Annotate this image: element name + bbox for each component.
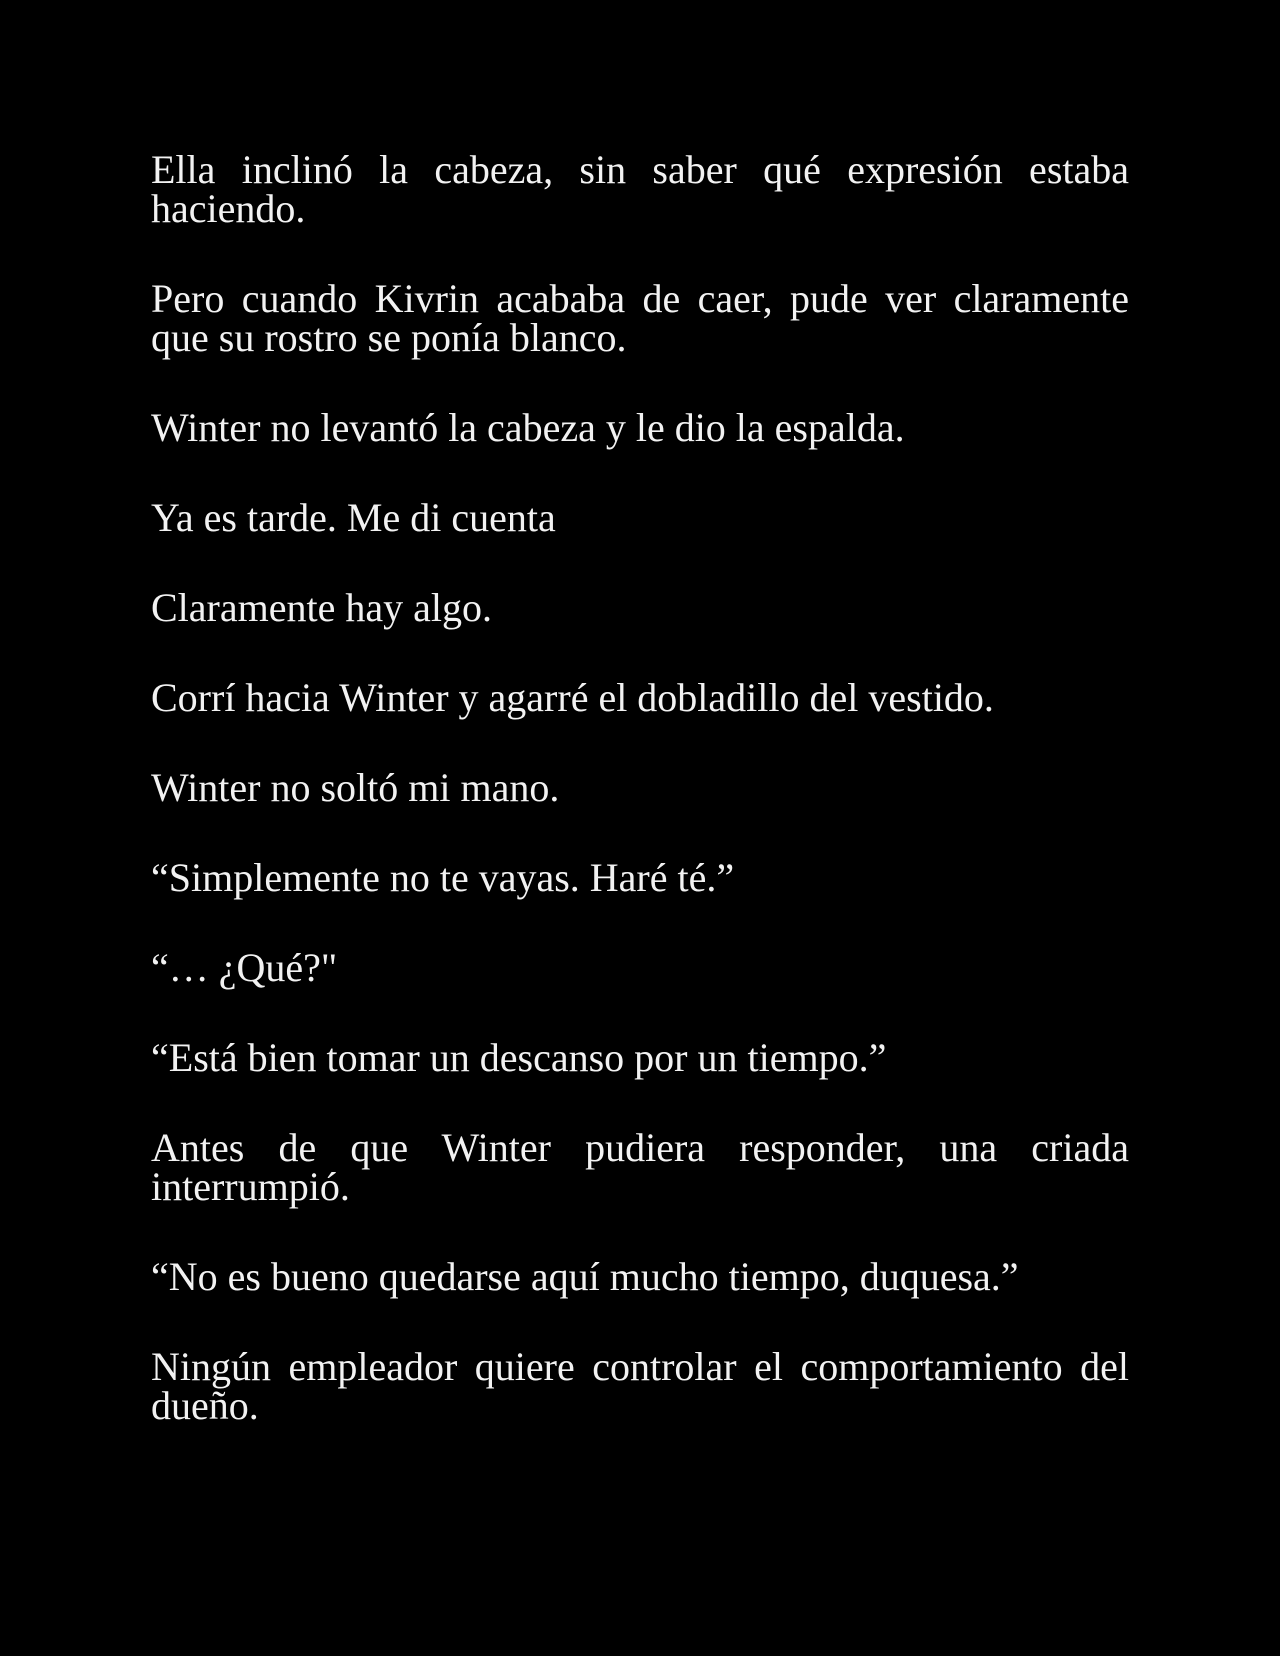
paragraph-4: Ya es tarde. Me di cuenta — [151, 495, 556, 540]
story-text — [151, 147, 1129, 1476]
paragraph-3: Winter no levantó la cabeza y le dio la espalda. — [151, 405, 905, 450]
paragraph-11: Antes de que Winter pudiera responder, una criada interrumpió. — [151, 1125, 1129, 1209]
paragraph-13: Ningún empleador quiere controlar el comportamiento del dueño. — [151, 1344, 1129, 1428]
paragraph-2: Pero cuando Kivrin acababa de caer, pude ver claramente que su rostro se ponía blanco. — [151, 276, 1129, 360]
paragraph-12: “No es bueno quedarse aquí mucho tiempo, duquesa.” — [151, 1254, 1019, 1299]
paragraph-5: Claramente hay algo. — [151, 585, 492, 630]
paragraph-10: “Está bien tomar un descanso por un tiempo.” — [151, 1035, 887, 1080]
paragraph-9: “… ¿Qué?" — [151, 945, 338, 990]
paragraph-1: Ella inclinó la cabeza, sin saber qué expresión estaba haciendo. — [151, 147, 1129, 231]
paragraph-6: Corrí hacia Winter y agarré el dobladillo del vestido. — [151, 675, 994, 720]
paragraph-8: “Simplemente no te vayas. Haré té.” — [151, 855, 735, 900]
paragraph-7: Winter no soltó mi mano. — [151, 765, 560, 810]
